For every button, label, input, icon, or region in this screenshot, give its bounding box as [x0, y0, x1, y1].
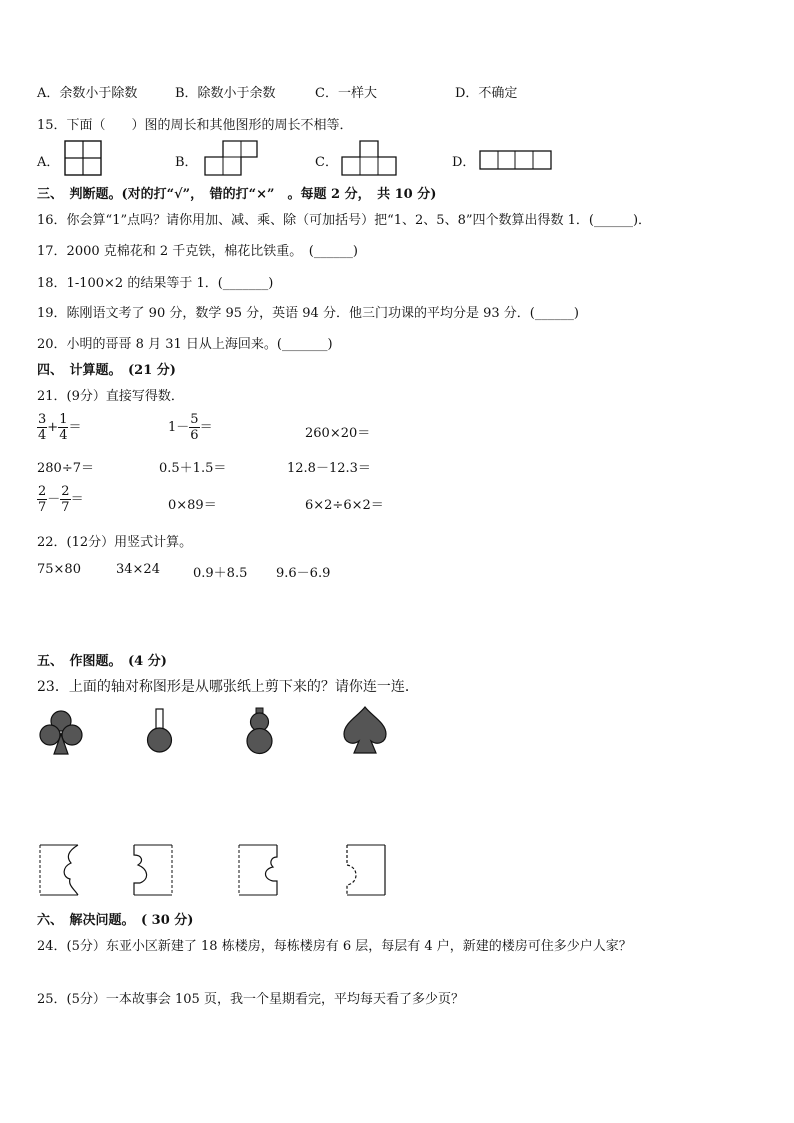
- fraction: $\frac{1}{4}$: [59, 412, 68, 443]
- question-24: 24．(5分）东亚小区新建了 18 栋楼房，每栋楼房有 6 层，每层有 4 户，新建的楼房可住多少户人家？: [37, 939, 632, 954]
- calc-2-1: 280÷7＝: [37, 461, 94, 476]
- question-19: 19．陈刚语文考了 90 分，数学 95 分，英语 94 分．他三门功课的平均分是 93 分．(______): [37, 306, 579, 321]
- fraction: $\frac{3}{4}$: [38, 412, 47, 443]
- club-icon: [38, 708, 84, 756]
- option-a: A．余数小于除数: [37, 86, 138, 101]
- section-4-title: 四、 计算题。 (21 分): [37, 363, 176, 378]
- paper-cutout-4: [345, 843, 389, 897]
- question-16: 16．你会算“1”点吗？请你用加、减、乘、除（可加括号）把“1、2、5、8”四个数算出得数 1．(______)．: [37, 213, 652, 228]
- paper-cutout-2: [132, 843, 174, 897]
- calc-2-3: 12.8－12.3＝: [287, 461, 371, 476]
- shape-b-steps-icon: [202, 140, 260, 176]
- q15-option-b: B．: [175, 155, 198, 170]
- question-23: 23．上面的轴对称图形是从哪张纸上剪下来的？请你连一连．: [37, 679, 419, 695]
- question-22: 22．(12分）用竖式计算。: [37, 535, 193, 550]
- question-21: 21．(9分）直接写得数．: [37, 389, 184, 404]
- question-15: 15．下面（ ）图的周长和其他图形的周长不相等．: [37, 118, 353, 133]
- option-b: B．除数小于余数: [175, 86, 276, 101]
- section-3-title: 三、 判断题。(对的打“√”， 错的打“×” 。每题 2 分， 共 10 分): [37, 187, 437, 202]
- vertical-calc-3: 0.9＋8.5: [193, 566, 248, 581]
- shape-a-grid-icon: [64, 140, 104, 176]
- calc-3-1: $\frac{2}{7}$ － $\frac{2}{7}$ ＝: [38, 484, 84, 515]
- key-icon: [143, 708, 177, 754]
- gourd-icon: [243, 708, 277, 754]
- calc-1-1: $\frac{3}{4}$ + $\frac{1}{4}$ ＝: [38, 412, 82, 443]
- question-25: 25．(5分）一本故事会 105 页，我一个星期看完，平均每天看了多少页？: [37, 992, 464, 1007]
- q15-option-c: C．: [315, 155, 338, 170]
- vertical-calc-4: 9.6－6.9: [276, 566, 331, 581]
- section-6-title: 六、 解决问题。 ( 30 分): [37, 913, 194, 928]
- spade-icon: [342, 706, 388, 754]
- paper-cutout-1: [38, 843, 80, 897]
- question-18: 18．1-100×2 的结果等于 1．(_______): [37, 276, 274, 291]
- vertical-calc-1: 75×80: [37, 562, 81, 577]
- q15-option-a: A．: [37, 155, 60, 170]
- paper-cutout-3: [237, 843, 279, 897]
- fraction: $\frac{2}{7}$: [38, 484, 47, 515]
- calc-2-2: 0.5＋1.5＝: [159, 461, 227, 476]
- question-20: 20．小明的哥哥 8 月 31 日从上海回来。(_______): [37, 337, 333, 352]
- shape-d-row-icon: [479, 150, 553, 172]
- q15-option-d: D．: [452, 155, 476, 170]
- fraction: $\frac{5}{6}$: [190, 412, 199, 443]
- fraction: $\frac{2}{7}$: [61, 484, 70, 515]
- question-17: 17．2000 克棉花和 2 千克铁，棉花比铁重。 (______): [37, 244, 358, 259]
- option-d: D．不确定: [455, 86, 518, 101]
- calc-3-2: 0×89＝: [168, 498, 217, 513]
- calc-1-3: 260×20＝: [305, 426, 371, 441]
- vertical-calc-2: 34×24: [116, 562, 160, 577]
- option-c: C．一样大: [315, 86, 377, 101]
- section-5-title: 五、 作图题。 (4 分): [37, 654, 167, 669]
- calc-3-3: 6×2÷6×2＝: [305, 498, 384, 513]
- shape-c-t-icon: [340, 140, 398, 176]
- calc-1-2: 1－ $\frac{5}{6}$ ＝: [168, 412, 213, 443]
